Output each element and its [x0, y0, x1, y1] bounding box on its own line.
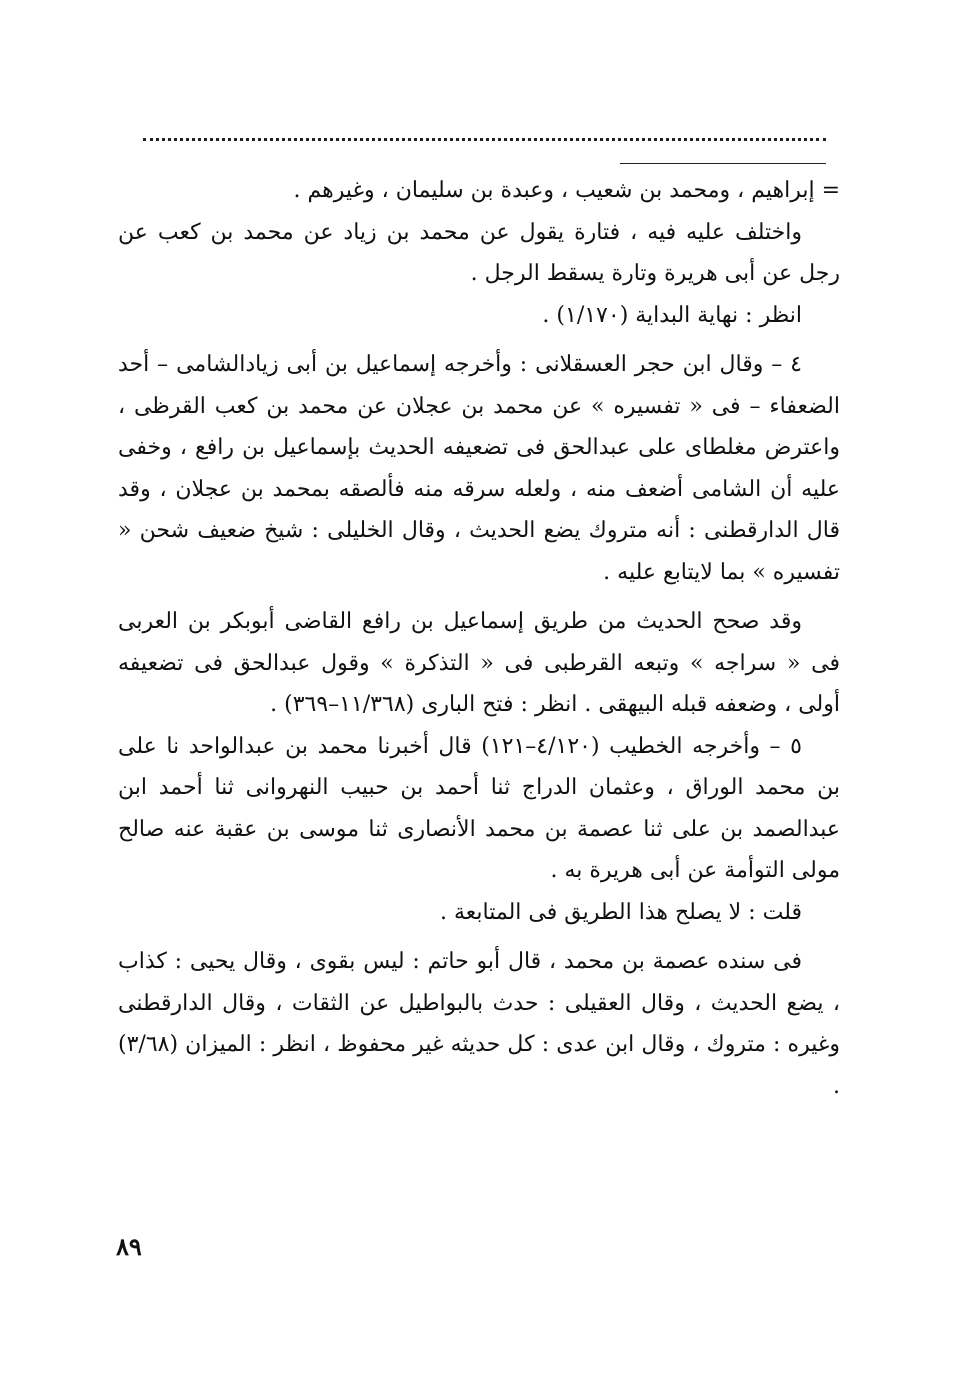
paragraph-reference-nihaya: انظر : نهاية البداية (١/١٧٠) . [542, 302, 802, 328]
paragraph-remark: قلت : لا يصلح هذا الطريق فى المتابعة . [440, 899, 802, 925]
paragraph-item-4: ٤ – وقال ابن حجر العسقلانى : وأخرجه إسماعيل بن أبى زيادالشامى – أحد الضعفاء – فى « تفسيره » عن محمد بن عجلان عن محمد بن كعب القرظى ، واعترض مغلطاى على عبدالحق فى تضعيفه الحديث بإسماعيل بن رافع ، وخفى عليه أن الشامى أضعف منه ، ولعله سرقه منه فألصقه بمحمد بن عجلان ، وقد قال الدارقطنى : أنه متروك يضع الحديث ، وقال الخليلى : شيخ ضعيف شحن « تفسيره » بما لايتابع عليه . [118, 352, 840, 585]
paragraph-disagreement: واختلف عليه فيه ، فتارة يقول عن محمد بن زياد عن محمد بن كعب عن رجل عن أبى هريرة وتارة يسقط الرجل . [118, 219, 840, 286]
footnote-text [118, 170, 840, 1107]
paragraph-item-5: ٥ – وأخرجه الخطيب (٤/١٢٠–١٢١) قال أخبرنا محمد بن عبدالواحد نا على بن محمد الوراق ، وعثمان الدراج ثنا أحمد بن حبيب النهروانى ثنا أحمد ابن عبدالصمد بن على ثنا عصمة بن محمد الأنصارى ثنا موسى بن عقبة عنه صالح مولى التوأمة عن أبى هريرة به . [118, 733, 840, 883]
paragraph-chain-criticism: فى سنده عصمة بن محمد ، قال أبو حاتم : ليس بقوى ، وقال يحيى : كذاب ، يضع الحديث ، وقال العقيلى : حدث بالبواطيل عن الثقات ، وقال الدارقطنى وغيره : متروك ، وقال ابن عدى : كل حديثه غير محفوظ ، انظر : الميزان (٣/٦٨) . [118, 949, 840, 1099]
paragraph-authentication: وقد صحح الحديث من طريق إسماعيل بن رافع القاضى أبوبكر بن العربى فى « سراجه » وتبعه القرطبى فى « التذكرة » وقول عبدالحق فى تضعيفه أولى ، وضعفه قبله البيهقى . انظر : فتح البارى (١١/٣٦٨–٣٦٩) . [118, 609, 840, 717]
footnote-rule [620, 163, 826, 164]
page-number: ٨٩ [116, 1232, 142, 1261]
paragraph-continuation: = إبراهيم ، ومحمد بن شعيب ، وعبدة بن سليمان ، وغيرهم . [293, 178, 840, 203]
dotted-separator [143, 138, 826, 141]
